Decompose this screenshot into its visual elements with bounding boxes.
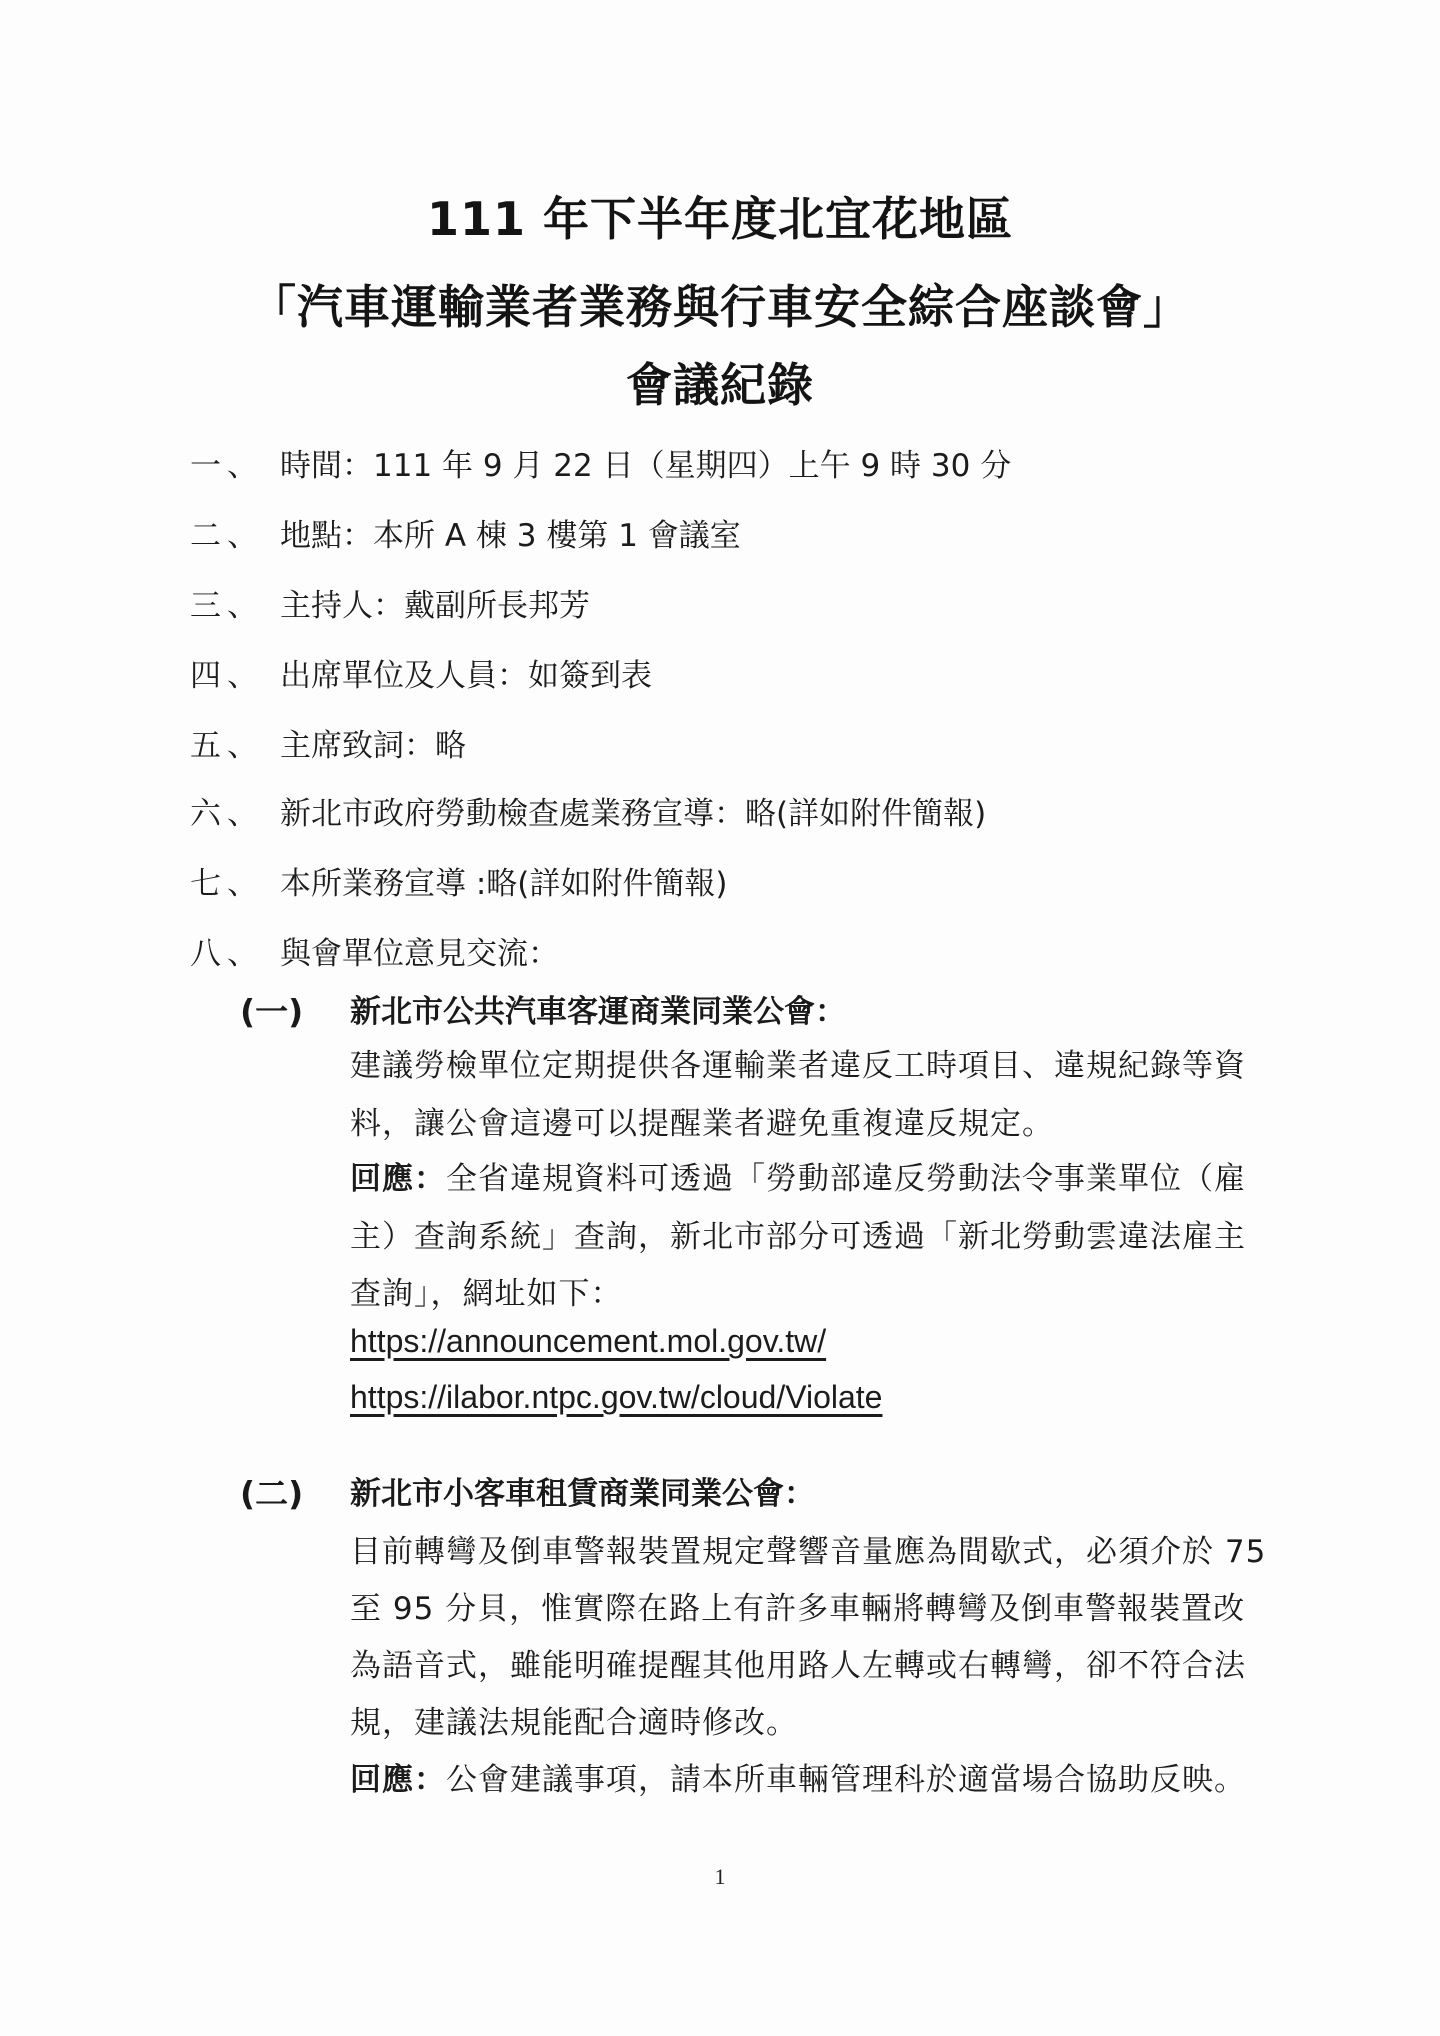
item-number: 一、: [190, 448, 264, 484]
item-location: [190, 510, 741, 555]
item-text: 主持人：戴副所長邦芳: [280, 588, 590, 624]
item-number: 四、: [190, 658, 264, 694]
item-number: 二、: [190, 518, 264, 554]
section1-reply-line: [350, 1153, 1246, 1198]
section2-reply-text: 公會建議事項，請本所車輛管理科於適當場合協助反映。: [446, 1762, 1246, 1798]
document-title-line3: 會議紀錄: [626, 358, 814, 412]
section1-number: (一): [240, 992, 304, 1031]
item-time: [190, 440, 1011, 485]
item-text: 與會單位意見交流：: [280, 936, 559, 972]
section2-reply-line: [350, 1754, 1246, 1799]
section2-number: (二): [240, 1474, 304, 1513]
document-title-line2: 「汽車運輸業者業務與行車安全綜合座談會」: [250, 280, 1190, 334]
section2-body-line: 規，建議法規能配合適時修改。: [350, 1705, 798, 1741]
section1-title: 新北市公共汽車客運商業同業公會：: [350, 994, 846, 1030]
url-link-ntpc[interactable]: https://ilabor.ntpc.gov.tw/cloud/Violate: [350, 1379, 883, 1415]
item-text: 新北市政府勞動檢查處業務宣導：略(詳如附件簡報): [280, 796, 987, 832]
section2-body-line: 為語音式，雖能明確提醒其他用路人左轉或右轉彎，卻不符合法: [350, 1648, 1246, 1684]
item-host: [190, 580, 590, 625]
section1-reply-line: 查詢」，網址如下：: [350, 1276, 623, 1312]
section2-body-line: 目前轉彎及倒車警報裝置規定聲響音量應為間歇式，必須介於 75: [350, 1534, 1267, 1570]
item-text: 本所業務宣導 :略(詳如附件簡報): [280, 866, 728, 902]
section2-reply-label: 回應：: [350, 1762, 446, 1798]
item-labor-inspection-briefing: [190, 788, 986, 833]
item-number: 七、: [190, 866, 264, 902]
section1-reply-label: 回應：: [350, 1161, 446, 1197]
item-text: 主席致詞：略: [280, 728, 466, 764]
item-office-briefing: [190, 858, 728, 903]
section1-reply-line: 主）查詢系統」查詢，新北市部分可透過「新北勞動雲違法雇主: [350, 1219, 1246, 1255]
document-title-line1: 111 年下半年度北宜花地區: [426, 192, 1014, 246]
item-number: 八、: [190, 936, 264, 972]
item-text: 出席單位及人員：如簽到表: [280, 658, 652, 694]
item-chair-speech: [190, 720, 466, 765]
section1-body-line: 建議勞檢單位定期提供各運輸業者違反工時項目、違規紀錄等資: [350, 1048, 1246, 1084]
page-number: 1: [714, 1864, 726, 1889]
section1-reply-text: 全省違規資料可透過「勞動部違反勞動法令事業單位（雇: [446, 1161, 1246, 1197]
item-number: 五、: [190, 728, 264, 764]
item-number: 六、: [190, 796, 264, 832]
section2-body-line: 至 95 分貝，惟實際在路上有許多車輛將轉彎及倒車警報裝置改: [350, 1591, 1246, 1627]
section1-body-line: 料，讓公會這邊可以提醒業者避免重複違反規定。: [350, 1106, 1054, 1142]
item-text: 地點：本所 A 棟 3 樓第 1 會議室: [280, 518, 741, 554]
url-link-mol[interactable]: https://announcement.mol.gov.tw/: [350, 1323, 827, 1359]
section2-title: 新北市小客車租賃商業同業公會：: [350, 1476, 815, 1512]
item-number: 三、: [190, 588, 264, 624]
item-text: 時間：111 年 9 月 22 日（星期四）上午 9 時 30 分: [280, 448, 1012, 484]
item-discussion: [190, 928, 559, 973]
item-attendees: [190, 650, 652, 695]
